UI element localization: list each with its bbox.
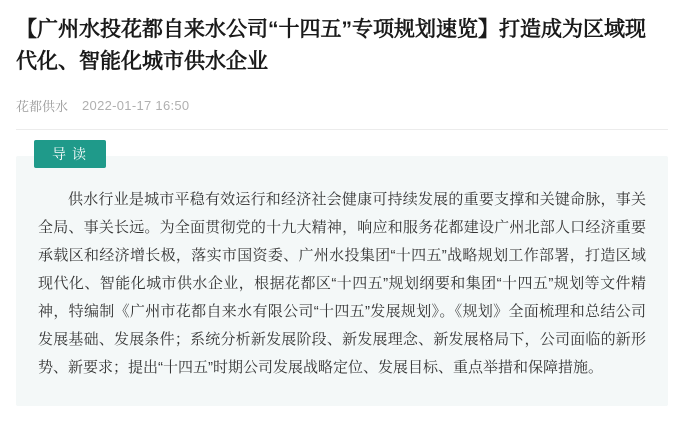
lead-paragraph: 供水行业是城市平稳有效运行和经济社会健康可持续发展的重要支撑和关键命脉，事关全局、事关长远。为全面贯彻党的十九大精神，响应和服务花都建设广州北部人口经济重要承载区和经济增长极，落实市国资委、广州水投集团“十四五”战略规划工作部署，打造区域现代化、智能化城市供水企业，根据花都区“十四五”规划纲要和集团“十四五”规划等文件精神，特编制《广州市花都自来水有限公司“十四五”发展规划》。《规划》全面梳理和总结公司发展基础、发展条件；系统分析新发展阶段、新发展理念、新发展格局下，公司面临的新形势、新要求；提出“十四五”时期公司发展战略定位、发展目标、重点举措和保障措施。 [38,191,646,376]
article-meta [16,96,668,115]
page-title: 【广州水投花都自来水公司“十四五”专项规划速览】打造成为区域现代化、智能化城市供水企业 [16,18,646,73]
article-source: 花都供水 [16,99,69,114]
lead-section [16,146,668,406]
header-divider [16,129,668,130]
lead-label-badge: 导读 [34,140,106,168]
article-timestamp: 2022-01-17 16:50 [82,98,190,113]
